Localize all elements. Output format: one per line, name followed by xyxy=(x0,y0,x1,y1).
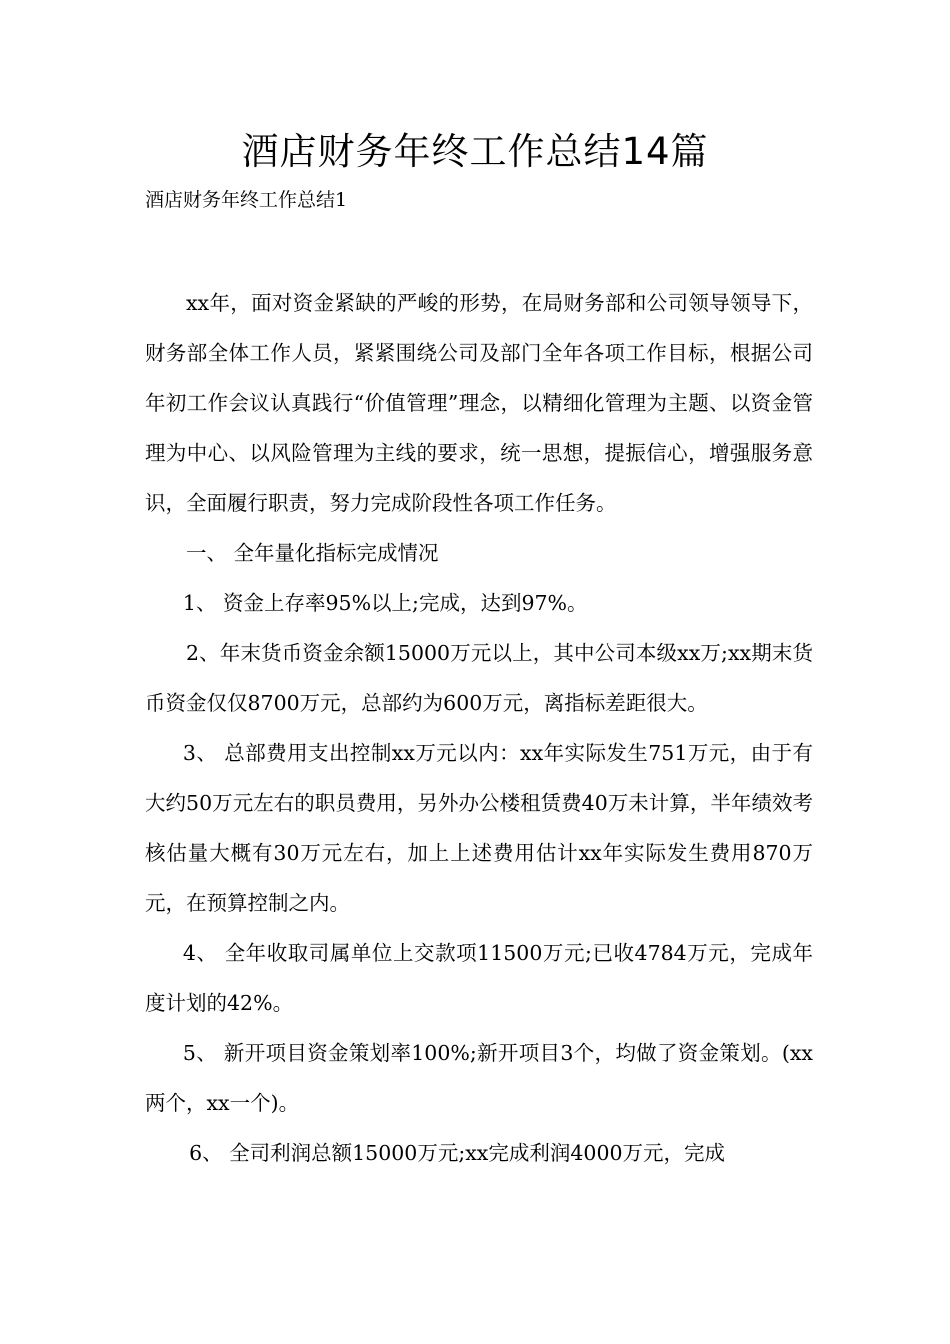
section-heading: 酒店财务年终工作总结1 xyxy=(145,189,348,211)
indicator-item-6: 6、 全司利润总额15000万元;xx完成利润4000万元，完成 xyxy=(189,1141,726,1165)
intro-paragraph: xx年，面对资金紧缺的严峻的形势，在局财务部和公司领导领导下，财务部全体工作人员，紧紧围绕公司及部门全年各项工作目标，根据公司年初工作会议认真践行“价值管理”理念，以精细化管理为主题、以资金管理为中心、以风险管理为主线的要求，统一思想，提振信心，增强服务意识，全面履行职责，努力完成阶段性各项工作任务。 xyxy=(145,291,813,515)
document-body xyxy=(145,278,813,1178)
indicator-item-4: 4、 全年收取司属单位上交款项11500万元;已收4784万元，完成年度计划的42%。 xyxy=(145,941,813,1015)
document-title: 酒店财务年终工作总结14篇 xyxy=(241,130,709,173)
indicator-item-2: 2、年末货币资金余额15000万元以上，其中公司本级xx万;xx期末货币资金仅仅8700万元，总部约为600万元，离指标差距很大。 xyxy=(145,641,813,715)
indicator-item-3: 3、 总部费用支出控制xx万元以内：xx年实际发生751万元，由于有大约50万元左右的职员费用，另外办公楼租赁费40万未计算，半年绩效考核估量大概有30万元左右，加上上述费用估计xx年实际发生费用870万元，在预算控制之内。 xyxy=(145,741,813,915)
section-one-heading: 一、 全年量化指标完成情况 xyxy=(186,541,439,565)
indicator-item-5: 5、 新开项目资金策划率100%;新开项目3个，均做了资金策划。(xx两个，xx一个)。 xyxy=(145,1041,813,1115)
indicator-item-1: 1、 资金上存率95%以上;完成，达到97%。 xyxy=(182,591,588,615)
